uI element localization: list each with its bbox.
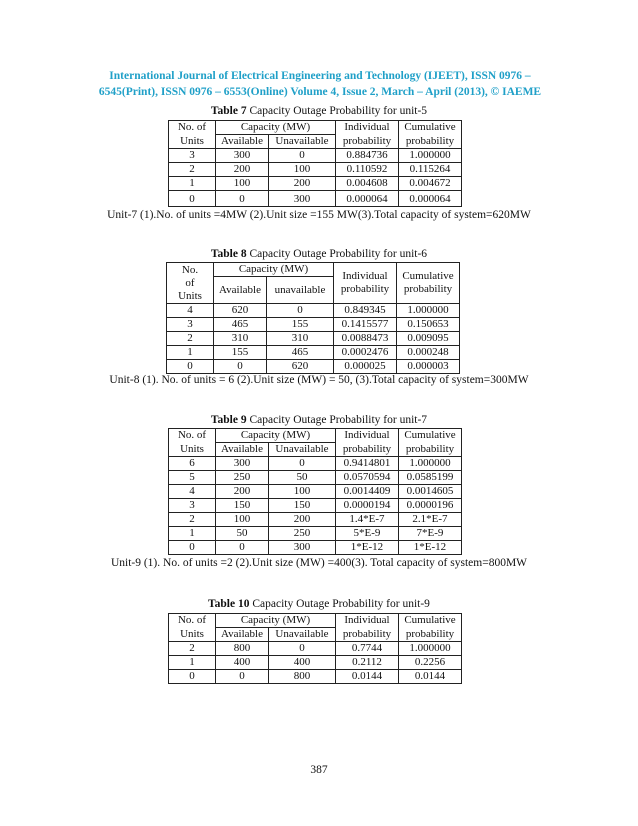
cell: 155	[214, 346, 267, 360]
t7-h-individual-b: probability	[336, 135, 399, 149]
cell: 800	[269, 670, 336, 684]
t10-h-units-a: No. of	[169, 614, 216, 628]
t7-h-units-a: No. of	[169, 121, 216, 135]
cell: 0.000064	[399, 191, 462, 207]
cell: 300	[216, 457, 269, 471]
cell: 150	[269, 499, 336, 513]
cell: 400	[216, 656, 269, 670]
cell: 1	[169, 656, 216, 670]
cell: 800	[216, 642, 269, 656]
cell: 310	[214, 332, 267, 346]
cell: 0.0144	[336, 670, 399, 684]
t8-h-units-c: Units	[178, 289, 202, 302]
table-row	[169, 177, 462, 191]
table-row	[169, 642, 462, 656]
cell: 50	[216, 527, 269, 541]
cell: 4	[167, 304, 214, 318]
cell: 0	[267, 304, 334, 318]
cell: 1*E-12	[336, 541, 399, 555]
cell: 3	[167, 318, 214, 332]
table-row	[169, 457, 462, 471]
cell: 2	[169, 163, 216, 177]
t9-h-capacity: Capacity (MW)	[216, 429, 336, 443]
table-row	[169, 541, 462, 555]
table10	[168, 613, 462, 684]
table9-title: Capacity Outage Probability for unit-7	[249, 414, 428, 426]
cell: 200	[269, 513, 336, 527]
cell: 0.004672	[399, 177, 462, 191]
cell: 1.000000	[399, 149, 462, 163]
table7	[168, 120, 462, 207]
cell: 0.9414801	[336, 457, 399, 471]
t10-h-individual-a: Individual	[336, 614, 399, 628]
unit9-note: Unit-9 (1). No. of units =2 (2).Unit size (MW) =400(3). Total capacity of system=800MW	[110, 557, 528, 569]
cell: 0	[216, 541, 269, 555]
t8-h-available: Available	[214, 277, 267, 304]
cell: 0.0000194	[336, 499, 399, 513]
journal-header-line1: International Journal of Electrical Engineering and Technology (IJEET), ISSN 0976 –	[109, 70, 531, 82]
t8-h-cumulative-a: Cumulative	[402, 270, 454, 282]
table7-label: Table 7	[210, 105, 247, 117]
table-row	[169, 513, 462, 527]
t7-h-cumulative-a: Cumulative	[399, 121, 462, 135]
t9-h-available: Available	[216, 443, 269, 457]
cell: 300	[269, 541, 336, 555]
t7-h-capacity: Capacity (MW)	[216, 121, 336, 135]
cell: 0.0000196	[399, 499, 462, 513]
cell: 400	[269, 656, 336, 670]
t8-h-units	[167, 263, 214, 304]
cell: 250	[216, 471, 269, 485]
cell: 0.0002476	[334, 346, 397, 360]
table-row	[167, 360, 460, 374]
table-row	[169, 485, 462, 499]
t8-h-individual-a: Individual	[342, 270, 388, 282]
cell: 0.000003	[397, 360, 460, 374]
cell: 1	[169, 527, 216, 541]
cell: 620	[214, 304, 267, 318]
table8	[166, 262, 460, 374]
cell: 0	[269, 457, 336, 471]
cell: 2	[169, 513, 216, 527]
t9-h-cumulative-a: Cumulative	[399, 429, 462, 443]
t10-h-cumulative-b: probability	[399, 628, 462, 642]
cell: 0.1415577	[334, 318, 397, 332]
t10-h-available: Available	[216, 628, 269, 642]
cell: 2	[167, 332, 214, 346]
cell: 1.4*E-7	[336, 513, 399, 527]
t7-h-individual-a: Individual	[336, 121, 399, 135]
t8-h-units-b: of	[185, 276, 195, 289]
table10-label: Table 10	[208, 598, 250, 610]
table9	[168, 428, 462, 555]
cell: 155	[267, 318, 334, 332]
cell: 0.000248	[397, 346, 460, 360]
table-row	[167, 332, 460, 346]
cell: 0.7744	[336, 642, 399, 656]
cell: 465	[214, 318, 267, 332]
cell: 0.884736	[336, 149, 399, 163]
cell: 0.2256	[399, 656, 462, 670]
t10-h-unavailable: Unavailable	[269, 628, 336, 642]
cell: 100	[269, 163, 336, 177]
cell: 0	[269, 149, 336, 163]
cell: 620	[267, 360, 334, 374]
cell: 1.000000	[397, 304, 460, 318]
cell: 3	[169, 149, 216, 163]
table8-label: Table 8	[210, 248, 247, 260]
cell: 3	[169, 499, 216, 513]
cell: 100	[216, 513, 269, 527]
t9-h-units-b: Units	[169, 443, 216, 457]
cell: 1.000000	[399, 642, 462, 656]
cell: 0.000064	[336, 191, 399, 207]
cell: 5	[169, 471, 216, 485]
t10-h-cumulative-a: Cumulative	[399, 614, 462, 628]
cell: 6	[169, 457, 216, 471]
t8-h-cumulative-b: probability	[403, 283, 453, 295]
table-row	[169, 163, 462, 177]
table9-caption	[0, 414, 638, 426]
cell: 0.000025	[334, 360, 397, 374]
table-row	[169, 149, 462, 163]
cell: 300	[216, 149, 269, 163]
unit8-note: Unit-8 (1). No. of units = 6 (2).Unit size (MW) = 50, (3).Total capacity of system=300MW	[109, 374, 529, 386]
t9-h-unavailable: Unavailable	[269, 443, 336, 457]
table7-title: Capacity Outage Probability for unit-5	[249, 105, 428, 117]
t8-h-individual	[334, 263, 397, 304]
table-row	[169, 191, 462, 207]
t7-h-available: Available	[216, 135, 269, 149]
cell: 0	[167, 360, 214, 374]
cell: 0.150653	[397, 318, 460, 332]
cell: 0.0014605	[399, 485, 462, 499]
table8-caption	[0, 248, 638, 260]
table-row	[167, 346, 460, 360]
table-row	[167, 304, 460, 318]
unit7-note: Unit-7 (1).No. of units =4MW (2).Unit size =155 MW(3).Total capacity of system=620MW	[107, 209, 531, 221]
cell: 0	[169, 191, 216, 207]
table-row	[169, 527, 462, 541]
page-number: 387	[310, 764, 328, 776]
cell: 1	[169, 177, 216, 191]
cell: 0.849345	[334, 304, 397, 318]
journal-header-line2: 6545(Print), ISSN 0976 – 6553(Online) Volume 4, Issue 2, March – April (2013), © IAEME	[98, 86, 542, 98]
table10-caption	[0, 598, 638, 610]
cell: 5*E-9	[336, 527, 399, 541]
cell: 0.0088473	[334, 332, 397, 346]
cell: 0	[216, 670, 269, 684]
table-row	[167, 318, 460, 332]
cell: 2	[169, 642, 216, 656]
table7-caption	[0, 105, 638, 117]
table-row	[169, 499, 462, 513]
cell: 0.0570594	[336, 471, 399, 485]
cell: 0.115264	[399, 163, 462, 177]
cell: 50	[269, 471, 336, 485]
table10-title: Capacity Outage Probability for unit-9	[252, 598, 430, 610]
cell: 1	[167, 346, 214, 360]
cell: 0	[269, 642, 336, 656]
cell: 0.2112	[336, 656, 399, 670]
cell: 0.0144	[399, 670, 462, 684]
t9-h-individual-b: probability	[336, 443, 399, 457]
t9-h-individual-a: Individual	[336, 429, 399, 443]
t8-h-cumulative	[397, 263, 460, 304]
t8-h-unavailable: unavailable	[267, 277, 334, 304]
t9-h-cumulative-b: probability	[399, 443, 462, 457]
cell: 100	[216, 177, 269, 191]
cell: 2.1*E-7	[399, 513, 462, 527]
table8-title: Capacity Outage Probability for unit-6	[249, 248, 428, 260]
table-row	[169, 670, 462, 684]
t10-h-units-b: Units	[169, 628, 216, 642]
t7-h-unavailable: Unavailable	[269, 135, 336, 149]
cell: 0.0014409	[336, 485, 399, 499]
cell: 1.000000	[399, 457, 462, 471]
cell: 200	[216, 485, 269, 499]
t10-h-capacity: Capacity (MW)	[216, 614, 336, 628]
t8-h-units-a: No.	[181, 263, 199, 276]
table9-label: Table 9	[210, 414, 247, 426]
cell: 0	[169, 670, 216, 684]
journal-header	[70, 68, 570, 100]
table-row	[169, 656, 462, 670]
t8-h-individual-b: probability	[340, 283, 390, 295]
cell: 0.110592	[336, 163, 399, 177]
cell: 0.0585199	[399, 471, 462, 485]
cell: 0	[214, 360, 267, 374]
table-row	[169, 471, 462, 485]
cell: 200	[269, 177, 336, 191]
cell: 310	[267, 332, 334, 346]
cell: 0	[169, 541, 216, 555]
cell: 0.004608	[336, 177, 399, 191]
cell: 465	[267, 346, 334, 360]
t8-h-capacity: Capacity (MW)	[214, 263, 334, 277]
cell: 150	[216, 499, 269, 513]
cell: 7*E-9	[399, 527, 462, 541]
cell: 1*E-12	[399, 541, 462, 555]
cell: 250	[269, 527, 336, 541]
t10-h-individual-b: probability	[336, 628, 399, 642]
cell: 0	[216, 191, 269, 207]
cell: 300	[269, 191, 336, 207]
cell: 200	[216, 163, 269, 177]
cell: 0.009095	[397, 332, 460, 346]
cell: 4	[169, 485, 216, 499]
t7-h-cumulative-b: probability	[399, 135, 462, 149]
cell: 100	[269, 485, 336, 499]
t7-h-units-b: Units	[169, 135, 216, 149]
t9-h-units-a: No. of	[169, 429, 216, 443]
